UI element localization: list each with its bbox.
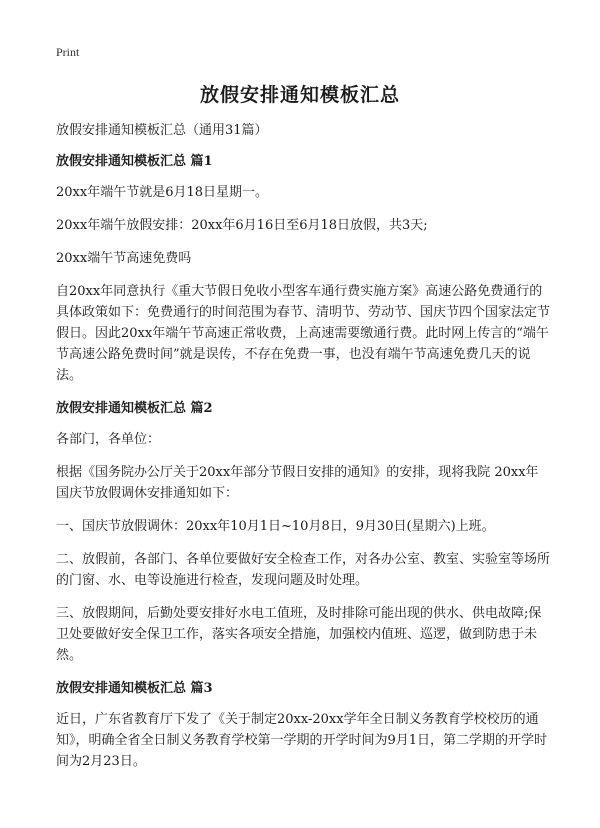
paragraph: 20xx端午节高速免费吗 bbox=[56, 251, 192, 266]
section-heading: 放假安排通知模板汇总 篇1 bbox=[56, 154, 213, 169]
section-heading: 放假安排通知模板汇总 篇2 bbox=[56, 401, 213, 416]
document-subtitle: 放假安排通知模板汇总（通用31篇） bbox=[56, 123, 268, 138]
document-body bbox=[56, 120, 550, 784]
paragraph: 各部门，各单位： bbox=[56, 432, 161, 447]
paragraph: 自20xx年同意执行《重大节假日免收小型客车通行费实施方案》高速公路免费通行的具体政策如下：免费通行的时间范围为春节、清明节、劳动节、国庆节四个国家法定节假日。因此20xx年端午节高速正常收费，上高速需要缴通行费。此时网上传言的“端午节高速公路免费时间”就是误传，不存在免费一事，也没有端午节高速免费几天的说法。 bbox=[56, 284, 551, 383]
section-heading: 放假安排通知模板汇总 篇3 bbox=[56, 681, 213, 696]
print-link[interactable]: Print bbox=[56, 45, 80, 59]
page-title: 放假安排通知模板汇总 bbox=[199, 84, 400, 106]
paragraph: 20xx年端午放假安排：20xx年6月16日至6月18日放假，共3天; bbox=[56, 218, 428, 233]
paragraph: 20xx年端午节就是6月18日星期一。 bbox=[56, 185, 269, 200]
section-3 bbox=[56, 678, 550, 772]
paragraph: 近日，广东省教育厅下发了《关于制定20xx-20xx学年全日制义务教育学校校历的通知》，明确全省全日制义务教育学校第一学期的开学时间为9月1日，第二学期的开学时间为2月23日。 bbox=[56, 712, 548, 769]
paragraph: 三、放假期间，后勤处要安排好水电工值班，及时排除可能出现的供水、供电故障;保卫处要做好安全保卫工作，落实各项安全措施，加强校内值班、巡逻，做到防患于未然。 bbox=[56, 606, 542, 663]
paragraph: 一、国庆节放假调休：20xx年10月1日~10月8日，9月30日(星期六)上班。 bbox=[56, 519, 495, 534]
paragraph: 二、放假前，各部门、各单位要做好安全检查工作，对各办公室、教室、实验室等场所的门窗、水、电等设施进行检查，发现问题及时处理。 bbox=[56, 552, 551, 588]
section-2 bbox=[56, 398, 550, 666]
paragraph: 根据《国务院办公厅关于20xx年部分节假日安排的通知》的安排，现将我院 20xx年国庆节放假调休安排通知如下： bbox=[56, 465, 539, 501]
section-1 bbox=[56, 151, 550, 386]
